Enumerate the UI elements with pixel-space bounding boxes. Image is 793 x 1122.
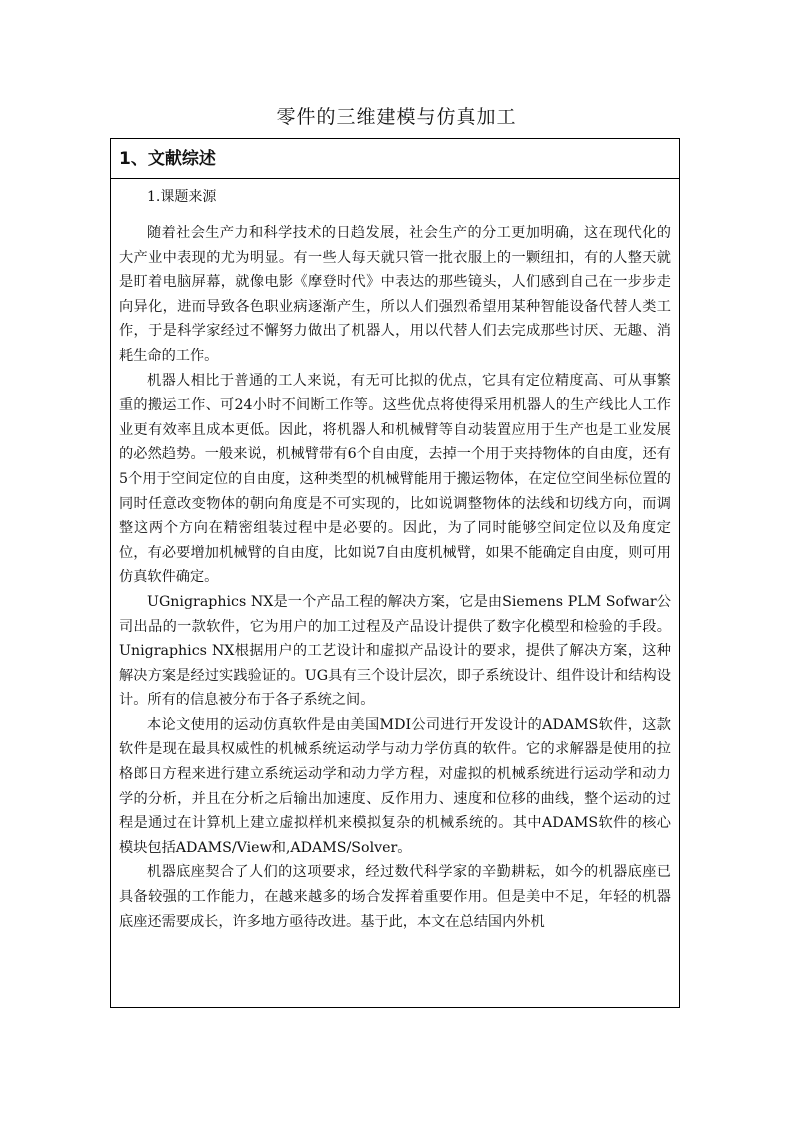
literature-review-table (110, 138, 680, 1008)
document-title: 零件的三维建模与仿真加工 (276, 106, 517, 128)
paragraph-robot-advantages: 机器人相比于普通的工人来说，有无可比拟的优点，它具有定位精度高、可从事繁重的搬运工作、可24小时不间断工作等。这些优点将使得采用机器人的生产线比人工作业更有效率且成本更低。因此，将机器人和机械臂等自动装置应用于生产也是工业发展的必然趋势。一般来说，机械臂带有6个自由度，去掉一个用于夹持物体的自由度，还有5个用于空间定位的自由度，这种类型的机械臂能用于搬运物体，在定位空间坐标位置的同时任意改变物体的朝向角度是不可实现的，比如说调整物体的法线和切线方向，而调整这两个方向在精密组装过程中是必要的。因此，为了同时能够空间定位以及角度定位，有必要增加机械臂的自由度，比如说7自由度机械臂，如果不能确定自由度，则可用仿真软件确定。 (119, 372, 671, 586)
paragraph-background: 随着社会生产力和科学技术的日趋发展，社会生产的分工更加明确，这在现代化的大产业中表现的尤为明显。有一些人每天就只管一批衣服上的一颗纽扣，有的人整天就是盯着电脑屏幕，就像电影《摩登时代》中表达的那些镜头，人们感到自己在一步步走向异化，进而导致各色职业病逐渐产生，所以人们强烈希望用某种智能设备代替人类工作，于是科学家经过不懈努力做出了机器人，用以代替人们去完成那些讨厌、无趣、消耗生命的工作。 (119, 225, 671, 364)
paragraph-machine-base: 机器底座契合了人们的这项要求，经过数代科学家的辛勤耕耘，如今的机器底座已具备较强的工作能力，在越来越多的场合发挥着重要作用。但是美中不足，年轻的机器底座还需要成长，许多地方亟待改进。基于此，本文在总结国内外机 (119, 864, 671, 930)
paragraph-ug-nx: UGnigraphics NX是一个产品工程的解决方案，它是由Siemens PLM Sofwar公 司出品的一款软件，它为用户的加工过程及产品设计提供了数字化模型和检验的手段。Unigraphics NX根据用户的工艺设计和虚拟产品设计的要求，提供了解决方案，这种解决方案是经过实践验证的。UG具有三个设计层次，即子系统设计、组件设计和结构设计。所有的信息被分布于各子系统之间。 (119, 593, 671, 709)
section-body (111, 179, 679, 934)
section-heading: 1、文献综述 (111, 139, 679, 179)
subheading-topic-source: 1.课题来源 (147, 189, 217, 205)
paragraph-adams: 本论文使用的运动仿真软件是由美国MDI公司进行开发设计的ADAMS软件，这款软件是现在最具权威性的机械系统运动学与动力学仿真的软件。它的求解器是使用的拉格郎日方程来进行建立系统运动学和动力学方程，对虚拟的机械系统进行运动学和动力学的分析，并且在分析之后输出加速度、反作用力、速度和位移的曲线，整个运动的过程是通过在计算机上建立虚拟样机来模拟复杂的机械系统的。其中ADAMS软件的核心模块包括ADAMS/View和,ADAMS/Solver。 (119, 716, 671, 856)
